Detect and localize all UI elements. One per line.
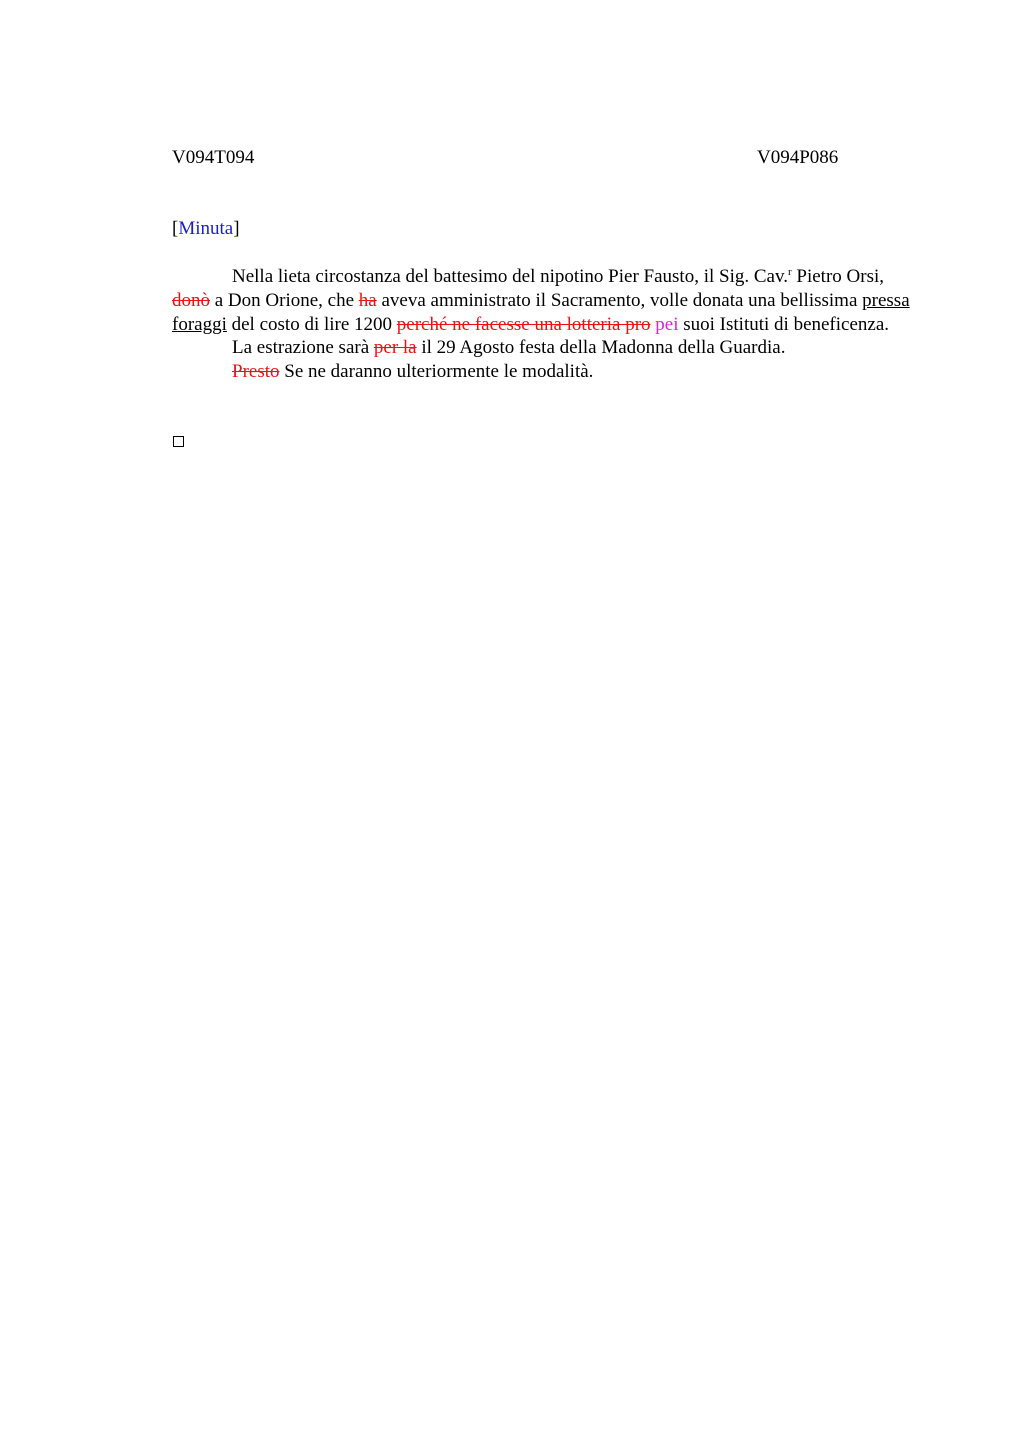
deleted-text: ha — [358, 289, 377, 311]
text-segment: La estrazione sarà — [232, 337, 374, 359]
deleted-text: perché ne facesse una lotteria pro — [396, 313, 651, 335]
underlined-text: pressa foraggi — [172, 289, 910, 335]
text-segment: Pietro Orsi, — [791, 266, 885, 287]
text-segment: il 29 Agosto festa della Madonna della Guardia. — [416, 337, 786, 359]
document-code-right: V094P086 — [757, 147, 839, 168]
text-segment: Nella lieta circostanza del battesimo del nipotino Pier Fausto, il Sig. Cav. — [232, 266, 788, 287]
document-type-label — [172, 218, 240, 240]
deleted-text: per la — [373, 337, 417, 359]
deleted-text: donò — [172, 289, 210, 311]
label-open-bracket: [ — [172, 218, 179, 239]
text-segment: suoi Istituti di beneficenza. — [678, 313, 890, 335]
empty-square-icon — [173, 436, 184, 447]
document-code-left: V094T094 — [172, 147, 255, 168]
label-text: Minuta — [178, 218, 234, 239]
text-segment: a Don Orione, che — [210, 289, 359, 311]
paragraph-1 — [172, 265, 912, 336]
paragraph-2 — [172, 336, 912, 360]
document-body — [172, 265, 912, 384]
added-text: pei — [655, 313, 679, 335]
superscript: r — [787, 266, 792, 278]
deleted-text: Presto — [232, 361, 280, 383]
text-segment: Se ne daranno ulteriormente le modalità. — [279, 361, 594, 383]
paragraph-3 — [172, 360, 912, 384]
label-close-bracket: ] — [233, 218, 240, 239]
text-segment: aveva amministrato il Sacramento, volle donata una bellissima — [376, 289, 863, 311]
text-segment: del costo di lire 1200 — [226, 313, 397, 335]
